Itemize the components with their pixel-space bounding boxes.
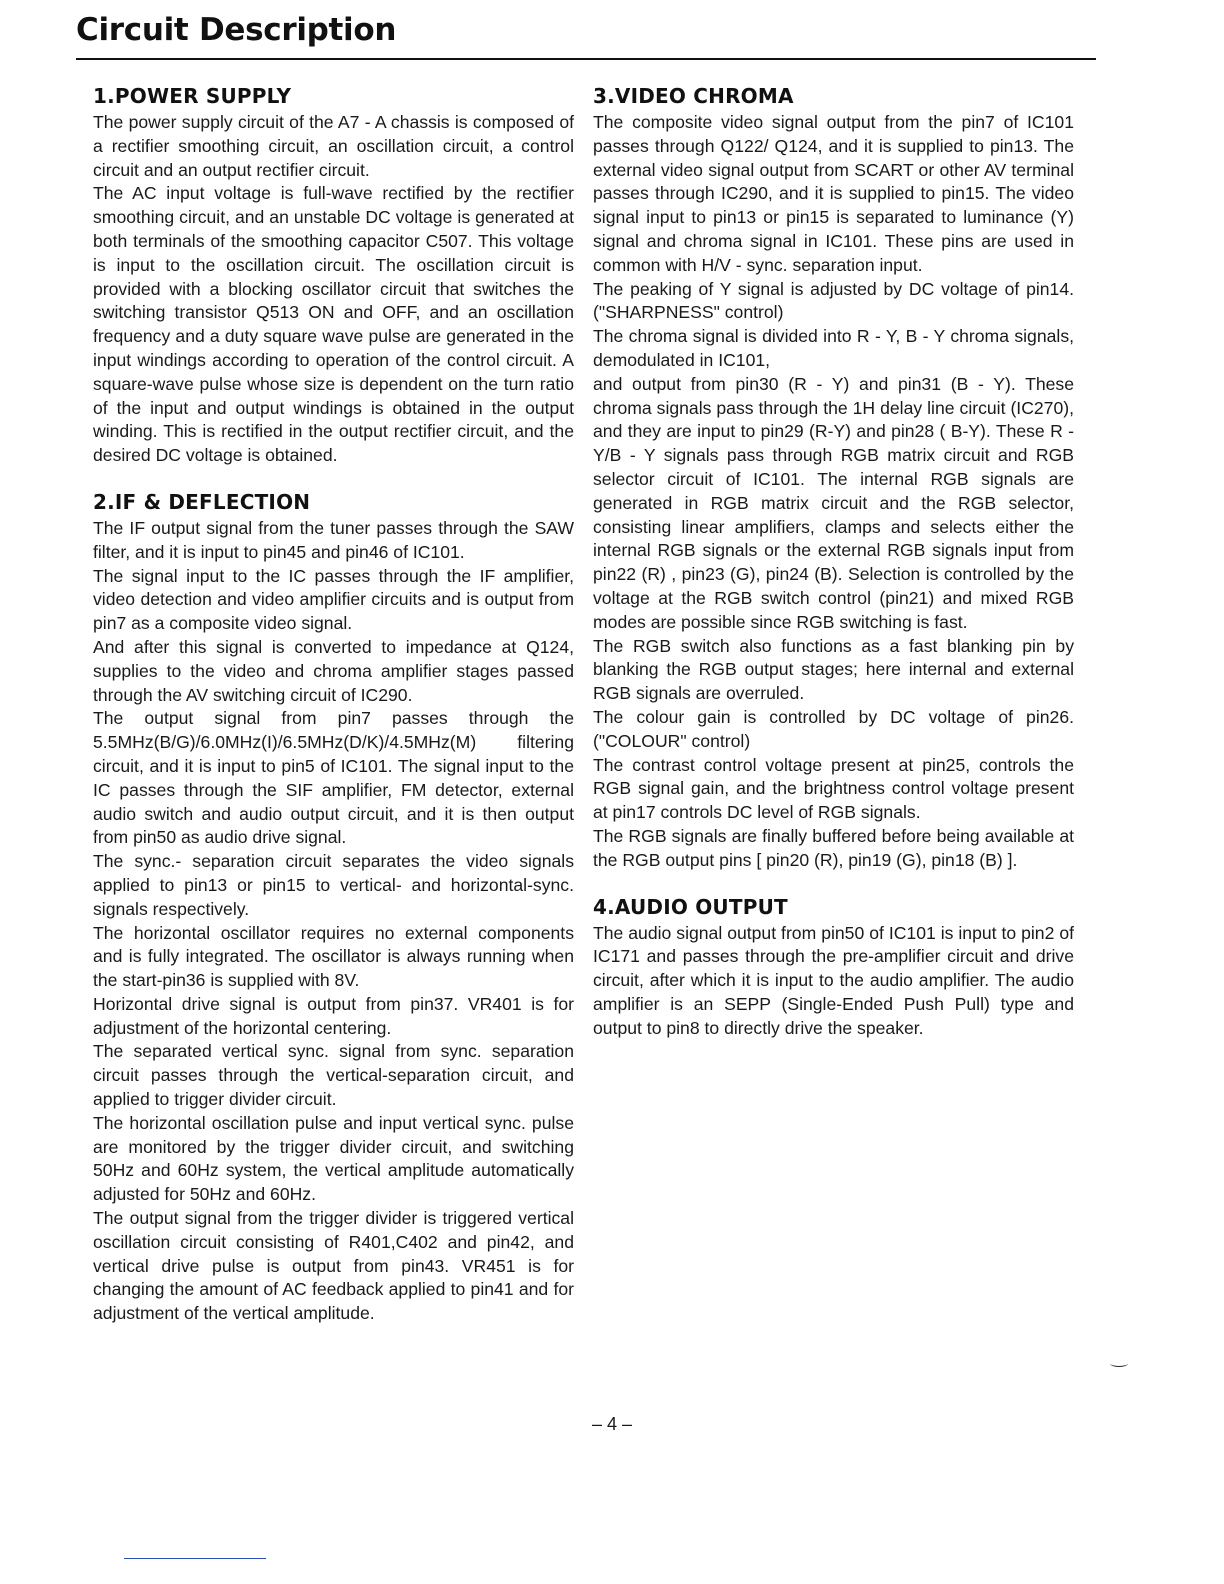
paragraph: The chroma signal is divided into R - Y, B - Y chroma signals, demodulated in IC101, bbox=[593, 326, 1074, 370]
paragraph: And after this signal is converted to impedance at Q124, supplies to the video and chroma amplifier stages passed through the AV switching circuit of IC290. bbox=[93, 636, 574, 705]
paragraph: The separated vertical sync. signal from sync. separation circuit passes through the vertical-separation circuit, and applied to trigger divider circuit. bbox=[93, 1041, 574, 1110]
page-title: Circuit Description bbox=[76, 12, 397, 48]
paragraph: The contrast control voltage present at pin25, controls the RGB signal gain, and the brightness control voltage present at pin17 controls DC level of RGB signals. bbox=[593, 754, 1074, 823]
section-heading: 2.IF & DEFLECTION bbox=[93, 489, 311, 514]
paragraph: The sync.- separation circuit separates the video signals applied to pin13 or pin15 to vertical- and horizontal-sync. signals respectively. bbox=[93, 851, 574, 919]
section-video-chroma bbox=[593, 82, 1074, 873]
paragraph: The RGB switch also functions as a fast blanking pin by blanking the RGB output stages; here internal and external RGB signals are overruled. bbox=[593, 635, 1074, 704]
section-heading: 4.AUDIO OUTPUT bbox=[593, 894, 788, 919]
right-column bbox=[593, 82, 1074, 1060]
paragraph: The peaking of Y signal is adjusted by DC voltage of pin14.("SHARPNESS" control) bbox=[593, 278, 1074, 323]
paragraph: and output from pin30 (R - Y) and pin31 (B - Y). These chroma signals pass through the 1H delay line circuit (IC270), and they are input to pin29 (R-Y) and pin28 ( B-Y). These R - Y/B - Y signals pass through RGB matrix circuit and RGB selector circuit of IC101. The internal RGB signals are generated in RGB matrix circuit and the RGB selector, consisting linear amplifiers, clamps and selects either the internal RGB signals or the external RGB signals input from pin22 (R) , pin23 (G), pin24 (B). Selection is controlled by the voltage at the RGB switch control (pin21) and mixed RGB modes are possible since RGB switching is fast. bbox=[593, 373, 1074, 632]
paragraph: The horizontal oscillation pulse and input vertical sync. pulse are monitored by the trigger divider circuit, and switching 50Hz and 60Hz system, the vertical amplitude automatically adjusted for 50Hz and 60Hz. bbox=[93, 1112, 574, 1205]
title-divider bbox=[76, 58, 1096, 60]
section-power-supply bbox=[93, 82, 574, 468]
paragraph: The composite video signal output from the pin7 of IC101 passes through Q122/ Q124, and it is supplied to pin13. The external video signal output from SCART or other AV terminal passes through IC290, and it is supplied to pin15. The video signal input to pin13 or pin15 is separated to luminance (Y) signal and chroma signal in IC101. These pins are used in common with H/V - sync. separation input. bbox=[593, 112, 1074, 275]
paragraph: The audio signal output from pin50 of IC101 is input to pin2 of IC171 and passes through the pre-amplifier circuit and drive circuit, after which it is input to the audio amplifier. The audio amplifier is an SEPP (Single-Ended Push Pull) type and output to pin8 to directly drive the speaker. bbox=[593, 922, 1074, 1038]
paragraph: The colour gain is controlled by DC voltage of pin26. ("COLOUR" control) bbox=[593, 706, 1074, 751]
paragraph: The power supply circuit of the A7 - A chassis is composed of a rectifier smoothing circuit, an oscillation circuit, a control circuit and an output rectifier circuit. bbox=[93, 112, 574, 180]
paragraph: Horizontal drive signal is output from pin37. VR401 is for adjustment of the horizontal centering. bbox=[93, 993, 574, 1038]
paragraph: The output signal from pin7 passes through the 5.5MHz(B/G)/6.0MHz(I)/6.5MHz(D/K)/4.5MHz(M) filtering circuit, and it is input to pin5 of IC101. The signal input to the IC passes through the SIF amplifier, FM detector, external audio switch and audio output circuit, and it is then output from pin50 as audio drive signal. bbox=[93, 708, 574, 848]
page-number: – 4 – bbox=[591, 1414, 633, 1434]
paragraph: The RGB signals are finally buffered before being available at the RGB output pins [ pin20 (R), pin19 (G), pin18 (B) ]. bbox=[593, 825, 1074, 870]
section-heading: 3.VIDEO CHROMA bbox=[593, 84, 794, 108]
margin-mark bbox=[1110, 1360, 1128, 1367]
section-audio-output bbox=[593, 893, 1074, 1041]
paragraph: The AC input voltage is full-wave rectified by the rectifier smoothing circuit, and an unstable DC voltage is generated at both terminals of the smoothing capacitor C507. This voltage is input to the oscillation circuit. The oscillation circuit is provided with a blocking oscillator circuit that switches the switching transistor Q513 ON and OFF, and an oscillation frequency and a duty square wave pulse are generated in the input windings according to operation of the control circuit. A square-wave pulse whose size is dependent on the turn ratio of the input and output windings is obtained in the output winding. This is rectified in the output rectifier circuit, and the desired DC voltage is obtained. bbox=[93, 183, 574, 466]
footer-rule bbox=[124, 1558, 266, 1559]
paragraph: The output signal from the trigger divider is triggered vertical oscillation circuit consisting of R401,C402 and pin42, and vertical drive pulse is output from pin43. VR451 is for changing the amount of AC feedback applied to pin41 and for adjustment of the vertical amplitude. bbox=[93, 1208, 574, 1324]
section-if-deflection bbox=[93, 488, 574, 1326]
paragraph: The signal input to the IC passes through the IF amplifier, video detection and video amplifier circuits and is output from pin7 as a composite video signal. bbox=[93, 565, 574, 634]
paragraph: The horizontal oscillator requires no external components and is fully integrated. The oscillator is always running when the start-pin36 is supplied with 8V. bbox=[93, 922, 574, 991]
section-heading: 1.POWER SUPPLY bbox=[93, 84, 292, 108]
left-column bbox=[93, 82, 574, 1346]
paragraph: The IF output signal from the tuner passes through the SAW filter, and it is input to pin45 and pin46 of IC101. bbox=[93, 517, 574, 562]
